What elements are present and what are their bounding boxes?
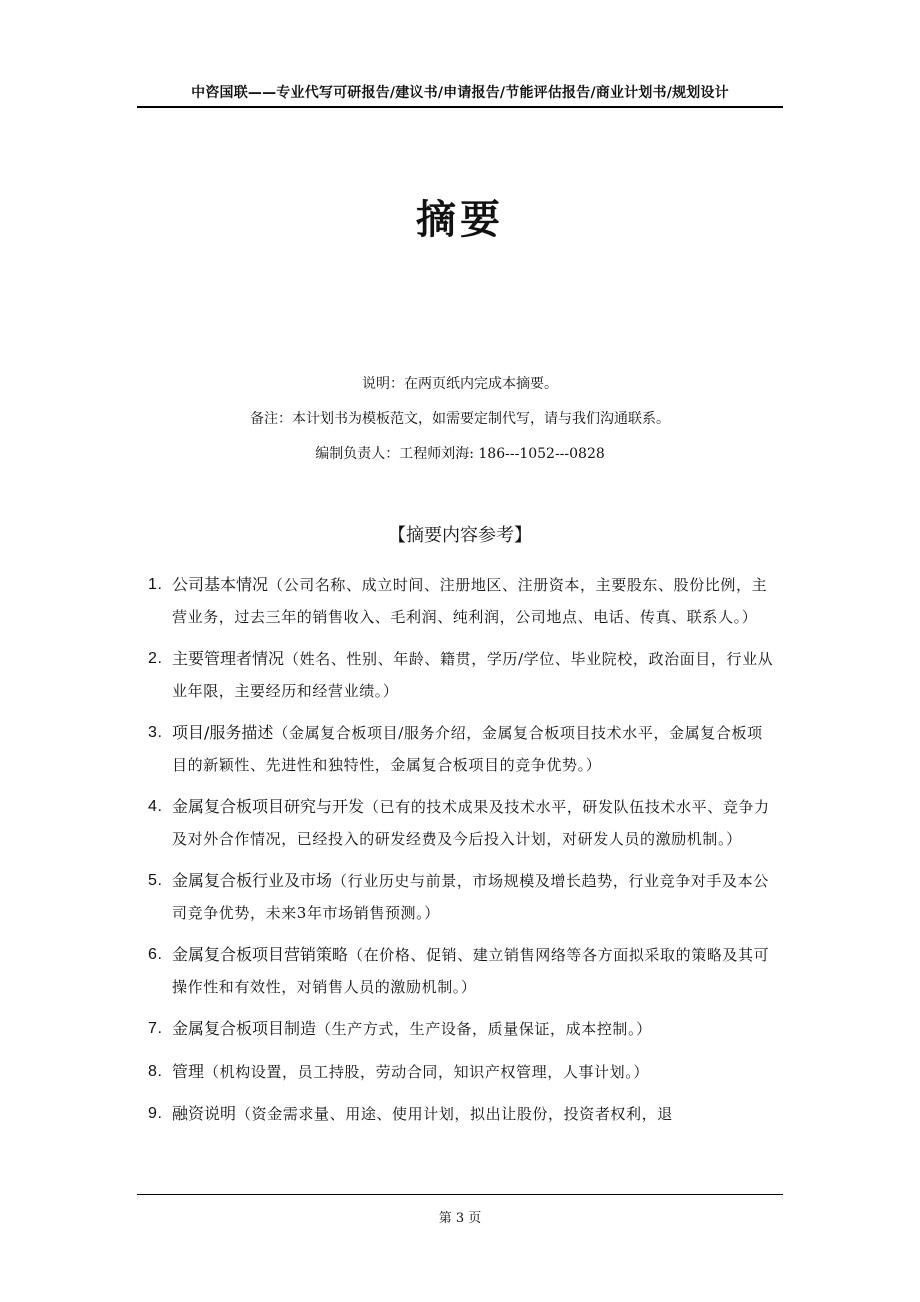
list-item bbox=[148, 569, 778, 633]
list-item bbox=[148, 791, 778, 855]
item-body: （在价格、促销、建立销售网络等各方面拟采取的策略及其可操作性和有效性，对销售人员的激励机制。） bbox=[172, 946, 770, 996]
section-title: 【摘要内容参考】 bbox=[388, 525, 532, 546]
item-heading: 金属复合板项目营销策略 bbox=[172, 945, 349, 964]
list-item bbox=[148, 1013, 778, 1046]
header-divider bbox=[137, 106, 783, 108]
notes-block bbox=[0, 374, 920, 479]
item-heading: 融资说明 bbox=[172, 1104, 237, 1123]
item-heading: 管理 bbox=[172, 1061, 205, 1081]
item-number: 6. bbox=[148, 946, 163, 963]
item-heading: 金属复合板项目研究与开发 bbox=[172, 797, 365, 816]
item-number: 4. bbox=[148, 798, 163, 815]
item-body: （公司名称、成立时间、注册地区、注册资本，主要股东、股份比例，主营业务，过去三年的销售收入、毛利润、纯利润，公司地点、电话、传真、联系人。） bbox=[172, 576, 768, 626]
item-heading: 项目/服务描述 bbox=[172, 723, 274, 742]
list-item bbox=[148, 717, 778, 781]
summary-list bbox=[148, 569, 778, 1141]
item-number: 5. bbox=[148, 872, 163, 889]
note-remark: 备注：本计划书为模板范文，如需要定制代写，请与我们沟通联系。 bbox=[250, 411, 670, 427]
item-body: （金属复合板项目/服务介绍，金属复合板项目技术水平，金属复合板项目的新颖性、先进性和独特性，金属复合板项目的竞争优势。） bbox=[172, 724, 763, 774]
item-number: 2. bbox=[148, 650, 163, 667]
item-body: （资金需求量、用途、使用计划，拟出让股份，投资者权利，退 bbox=[236, 1105, 673, 1123]
item-number: 3. bbox=[148, 724, 163, 741]
page-number: 第 3 页 bbox=[438, 1211, 482, 1226]
list-item bbox=[148, 1098, 778, 1131]
item-heading: 金属复合板行业及市场 bbox=[172, 871, 333, 890]
item-number: 1. bbox=[148, 576, 163, 593]
list-item bbox=[148, 939, 778, 1003]
item-heading: 公司基本情况 bbox=[172, 575, 269, 594]
list-item bbox=[148, 865, 778, 929]
note-contact: 编制负责人：工程师刘海: 186---1052---0828 bbox=[315, 446, 605, 462]
page-title: 摘要 bbox=[416, 197, 504, 243]
item-body: （姓名、性别、年龄、籍贯，学历/学位、毕业院校，政治面目，行业从业年限，主要经历和经营业绩。） bbox=[172, 650, 774, 700]
item-body: （已有的技术成果及技术水平，研发队伍技术水平、竞争力及对外合作情况，已经投入的研发经费及今后投入计划，对研发人员的激励机制。） bbox=[172, 798, 770, 848]
item-number: 8. bbox=[148, 1062, 163, 1080]
list-item bbox=[148, 1056, 778, 1089]
footer-divider bbox=[137, 1194, 783, 1195]
item-number: 7. bbox=[148, 1020, 163, 1037]
page-header: 中咨国联——专业代写可研报告/建议书/申请报告/节能评估报告/商业计划书/规划设计 bbox=[191, 85, 729, 101]
item-body: （行业历史与前景，市场规模及增长趋势，行业竞争对手及本公司竞争优势，未来3年市场销售预测。） bbox=[172, 872, 769, 922]
item-heading: 主要管理者情况 bbox=[172, 649, 285, 668]
list-item bbox=[148, 643, 778, 707]
item-heading: 金属复合板项目制造 bbox=[172, 1019, 317, 1038]
note-description: 说明：在两页纸内完成本摘要。 bbox=[362, 376, 558, 392]
item-body: （生产方式，生产设备，质量保证，成本控制。） bbox=[316, 1020, 652, 1038]
item-body: （机构设置，员工持股，劳动合同，知识产权管理，人事计划。） bbox=[204, 1062, 649, 1081]
item-number: 9. bbox=[148, 1105, 163, 1122]
